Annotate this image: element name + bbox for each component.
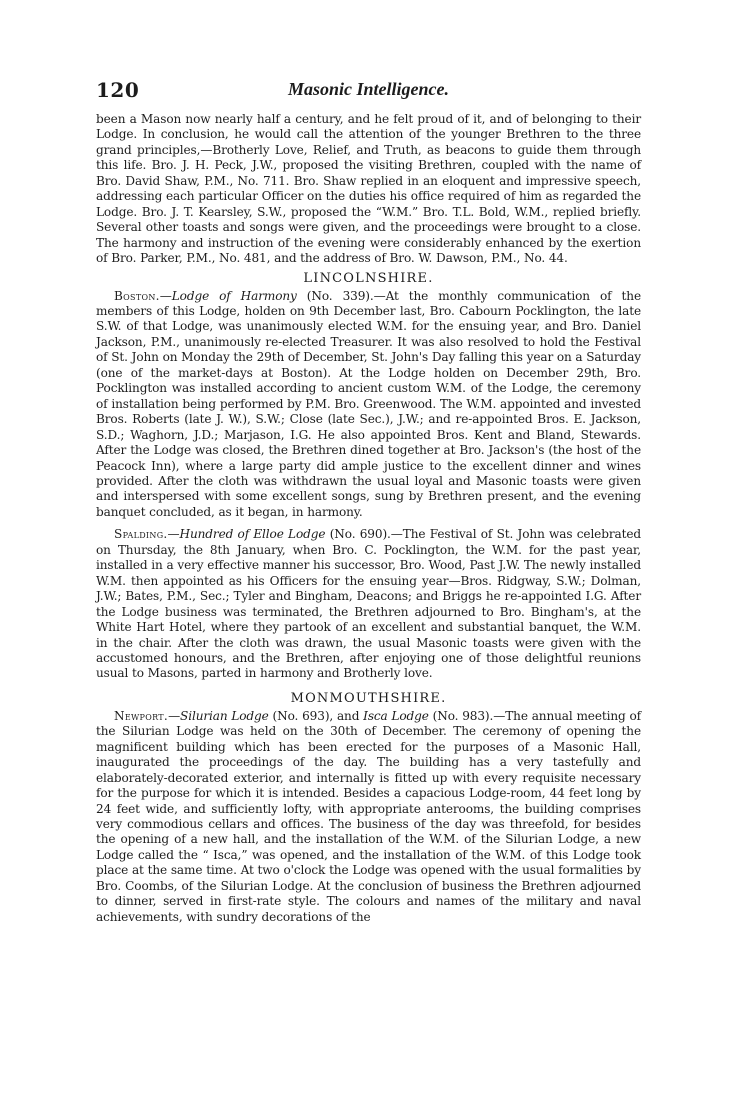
place-name-spalding: Spalding. — [114, 527, 168, 542]
page-header — [96, 78, 641, 106]
dash: — — [159, 288, 172, 303]
section-heading-lincolnshire: LINCOLNSHIRE. — [303, 270, 434, 286]
boston-text: (No. 339).—At the monthly communication of the members of this Lodge, holden on 9th December last, Bro. Cabourn Pocklington, the late S.W. of that Lodge, was unanimously elected W.M. for the ensuing year, and Bro. Daniel Jackson, P.M., unanimously re-elected Treasurer. It was also resolved to hold the Festival of St. John on Monday the 29th of December, St. John's Day falling this year on a Saturday (one of the market-days at Boston). At the Lodge holden on December 29th, Bro. Pocklington was installed according to ancient custom W.M. of the Lodge, the ceremony of installation being performed by P.M. Bro. Greenwood. The W.M. appointed and invested Bros. Roberts (late J. W.), S.W.; Close (late Sec.), J.W.; and re-appointed Bros. E. Jackson, S.D.; Waghorn, J.D.; Marjason, I.G. He also appointed Bros. Kent and Bland, Stewards. After the Lodge was closed, the Brethren dined together at Bro. Jackson's (the host of the Peacock Inn), where a large party did ample justice to the excellent dinner and wines provided. After the cloth was withdrawn the usual loyal and Masonic toasts were given and interspersed with some excellent songs, sung by Brethren present, and the evening banquet concluded, as it began, in harmony. — [96, 288, 642, 519]
boston-paragraph — [96, 289, 641, 521]
dash: — — [167, 527, 180, 542]
section-heading-monmouthshire: MONMOUTHSHIRE. — [290, 690, 447, 706]
place-name-newport: Newport. — [114, 708, 169, 723]
place-name-boston: Boston. — [114, 288, 160, 303]
page-number: 120 — [96, 78, 140, 102]
running-title: Masonic Intelligence. — [288, 79, 449, 99]
lodge-name-harmony: Lodge of Harmony — [171, 288, 297, 303]
lodge-name-isca: Isca Lodge — [363, 708, 429, 723]
opening-paragraph: been a Mason now nearly half a century, and he felt proud of it, and of belonging to their Lodge. In conclusion, he would call the attention of the younger Brethren to the three grand principles,—Brotherly Love, Relief, and Truth, as beacons to guide them through this life. Bro. J. H. Peck, J.W., proposed the visiting Brethren, coupled with the name of Bro. David Shaw, P.M., No. 711. Bro. Shaw replied in an eloquent and impressive speech, addressing each particular Officer on the duties his office required of him as regarded the Lodge. Bro. J. T. Kearsley, S.W., proposed the “W.M.” Bro. T.L. Bold, W.M., replied briefly. Several other toasts and songs were given, and the proceedings were brought to a close. The harmony and instruction of the evening were considerably enhanced by the exertion of Bro. Parker, P.M., No. 481, and the address of Bro. W. Dawson, P.M., No. 44. — [96, 112, 641, 266]
document-page — [96, 78, 641, 925]
spalding-text: (No. 690).—The Festival of St. John was celebrated on Thursday, the 8th January, when Bro. C. Pocklington, the W.M. for the past year, installed in a very effective manner his successor, Bro. Wood, Past J.W. The newly installed W.M. then appointed as his Officers for the ensuing year—Bros. Ridgway, S.W.; Dolman, J.W.; Bates, P.M., Sec.; Tyler and Bingham, Deacons; and Briggs he re-appointed I.G. After the Lodge business was terminated, the Brethren adjourned to Bro. Bingham's, at the White Hart Hotel, where they partook of an excellent and substantial banquet, the W.M. in the chair. After the cloth was drawn, the usual Masonic toasts were given with the accustomed honours, and the Brethren, after enjoying one of those delightful reunions usual to Masons, parted in harmony and Brotherly love. — [96, 527, 641, 681]
newport-text-1: (No. 693), and — [268, 708, 364, 723]
lodge-name-elloe: Hundred of Elloe Lodge — [179, 527, 326, 542]
spalding-paragraph — [96, 527, 641, 682]
paragraph-gap — [96, 520, 641, 527]
newport-paragraph — [96, 709, 641, 925]
newport-text-2: (No. 983).—The annual meeting of the Silurian Lodge was held on the 30th of December. The ceremony of opening the magnificent building which has been erected for the purposes of a Masonic Hall, inaugurated the proceedings of the day. The building has a very tastefully and elaborately-decorated exterior, and internally is fitted up with every requisite necessary for the purpose for which it is intended. Besides a capacious Lodge-room, 44 feet long by 24 feet wide, and sufficiently lofty, with appropriate anterooms, the building comprises very commodious cellars and offices. The business of the day was threefold, for besides the opening of a new hall, and the installation of the W.M. of the Silurian Lodge, a new Lodge called the “ Isca,” was opened, and the installation of the W.M. of this Lodge took place at the same time. At two o'clock the Lodge was opened with the usual formalities by Bro. Coombs, of the Silurian Lodge. At the conclusion of business the Brethren adjourned to dinner, served in first-rate style. The colours and names of the military and naval achievements, with sundry decorations of the — [96, 708, 641, 924]
lodge-name-silurian: Silurian Lodge — [180, 708, 269, 723]
dash: — — [168, 708, 181, 723]
